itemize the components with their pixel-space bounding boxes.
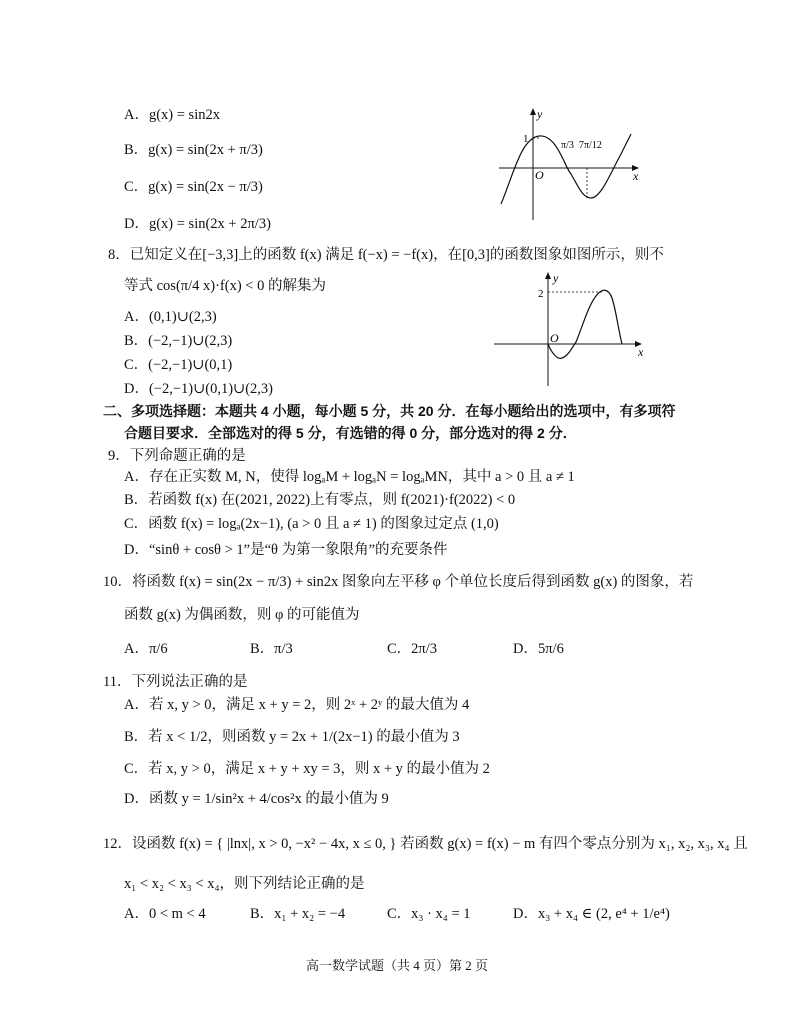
- q12-option-a: A．0 < m < 4: [124, 906, 206, 922]
- y-label: y: [537, 107, 543, 121]
- q11-option-b: B．若 x < 1/2，则函数 y = 2x + 1/(2x−1) 的最小值为 3: [124, 729, 460, 745]
- tick-7pi-12: 7π/12: [579, 140, 602, 151]
- q12-option-d: D．x₃ + x₄ ∈ (2, e⁴ + 1/e⁴): [513, 906, 670, 922]
- function-curve: [548, 290, 622, 358]
- q11-option-c: C．若 x, y > 0，满足 x + y + xy = 3，则 x + y 的最小值为 2: [124, 761, 490, 777]
- page-footer: 高一数学试题（共 4 页）第 2 页: [305, 958, 488, 973]
- section2-header-line1: 二、多项选择题：本题共 4 小题，每小题 5 分，共 20 分．在每小题给出的选项中，有多项符: [103, 403, 676, 419]
- q10-stem-line1: 10．将函数 f(x) = sin(2x − π/3) + sin2x 图象向左平移 φ 个单位长度后得到函数 g(x) 的图象，若: [103, 574, 694, 590]
- q12-option-c: C．x₃ · x₄ = 1: [387, 906, 471, 922]
- q9-option-d: D．“sinθ + cosθ > 1”是“θ 为第一象限角”的充要条件: [124, 542, 448, 558]
- x-label: x: [633, 169, 639, 183]
- q8-option-d: D．(−2,−1)∪(0,1)∪(2,3): [124, 381, 273, 397]
- q7-option-a: A．g(x) = sin2x: [124, 107, 220, 123]
- q8-stem-line1: 8．已知定义在[−3,3]上的函数 f(x) 满足 f(−x) = −f(x)，在[0,3]的函数图象如图所示，则不: [108, 247, 664, 263]
- q8-stem-line2: 等式 cos(π/4 x)·f(x) < 0 的解集为: [124, 278, 326, 294]
- q11-option-a: A．若 x, y > 0，满足 x + y = 2，则 2ˣ + 2ʸ 的最大值为 4: [124, 697, 470, 713]
- y-label: y: [553, 271, 559, 285]
- q8-option-a: A．(0,1)∪(2,3): [124, 309, 217, 325]
- q9-option-c: C．函数 f(x) = logₐ(2x−1), (a > 0 且 a ≠ 1) 的图象过定点 (1,0): [124, 516, 499, 532]
- q10-option-b: B．π/3: [250, 641, 293, 657]
- max-label: 1: [523, 133, 529, 145]
- section2-header-line2: 合题目要求．全部选对的得 5 分，有选错的得 0 分，部分选对的得 2 分．: [124, 425, 577, 441]
- q12-stem-line1: 12．设函数 f(x) = { |lnx|, x > 0, −x² − 4x, x ≤ 0, } 若函数 g(x) = f(x) − m 有四个零点分别为 x₁, x₂, x₃, x₄ 且: [103, 836, 748, 852]
- x-label: x: [638, 345, 644, 359]
- q9-option-b: B．若函数 f(x) 在(2021, 2022)上有零点，则 f(2021)·f(2022) < 0: [124, 492, 516, 508]
- origin-label: O: [550, 331, 559, 345]
- q12-stem-line2: x₁ < x₂ < x₃ < x₄，则下列结论正确的是: [124, 876, 365, 892]
- max-label: 2: [538, 288, 544, 300]
- q10-stem-line2: 函数 g(x) 为偶函数，则 φ 的可能值为: [124, 607, 360, 623]
- q12-option-b: B．x₁ + x₂ = −4: [250, 906, 346, 922]
- tick-pi-3: π/3: [561, 140, 574, 151]
- q8-option-b: B．(−2,−1)∪(2,3): [124, 333, 233, 349]
- q11-option-d: D．函数 y = 1/sin²x + 4/cos²x 的最小值为 9: [124, 791, 389, 807]
- q9-stem: 9．下列命题正确的是: [108, 448, 246, 464]
- origin-label: O: [535, 168, 544, 182]
- q8-function-graph: [490, 268, 650, 388]
- q10-option-d: D．5π/6: [513, 641, 564, 657]
- q9-option-a: A．存在正实数 M, N，使得 logₐM + logₐN = logₐMN，其中 a > 0 且 a ≠ 1: [124, 469, 575, 485]
- q8-option-c: C．(−2,−1)∪(0,1): [124, 357, 233, 373]
- q10-option-a: A．π/6: [124, 641, 168, 657]
- q7-sine-graph: [495, 106, 645, 224]
- q7-option-b: B．g(x) = sin(2x + π/3): [124, 142, 263, 158]
- q11-stem: 11．下列说法正确的是: [103, 674, 248, 690]
- q7-option-c: C．g(x) = sin(2x − π/3): [124, 179, 263, 195]
- q10-option-c: C．2π/3: [387, 641, 438, 657]
- q7-option-d: D．g(x) = sin(2x + 2π/3): [124, 216, 271, 232]
